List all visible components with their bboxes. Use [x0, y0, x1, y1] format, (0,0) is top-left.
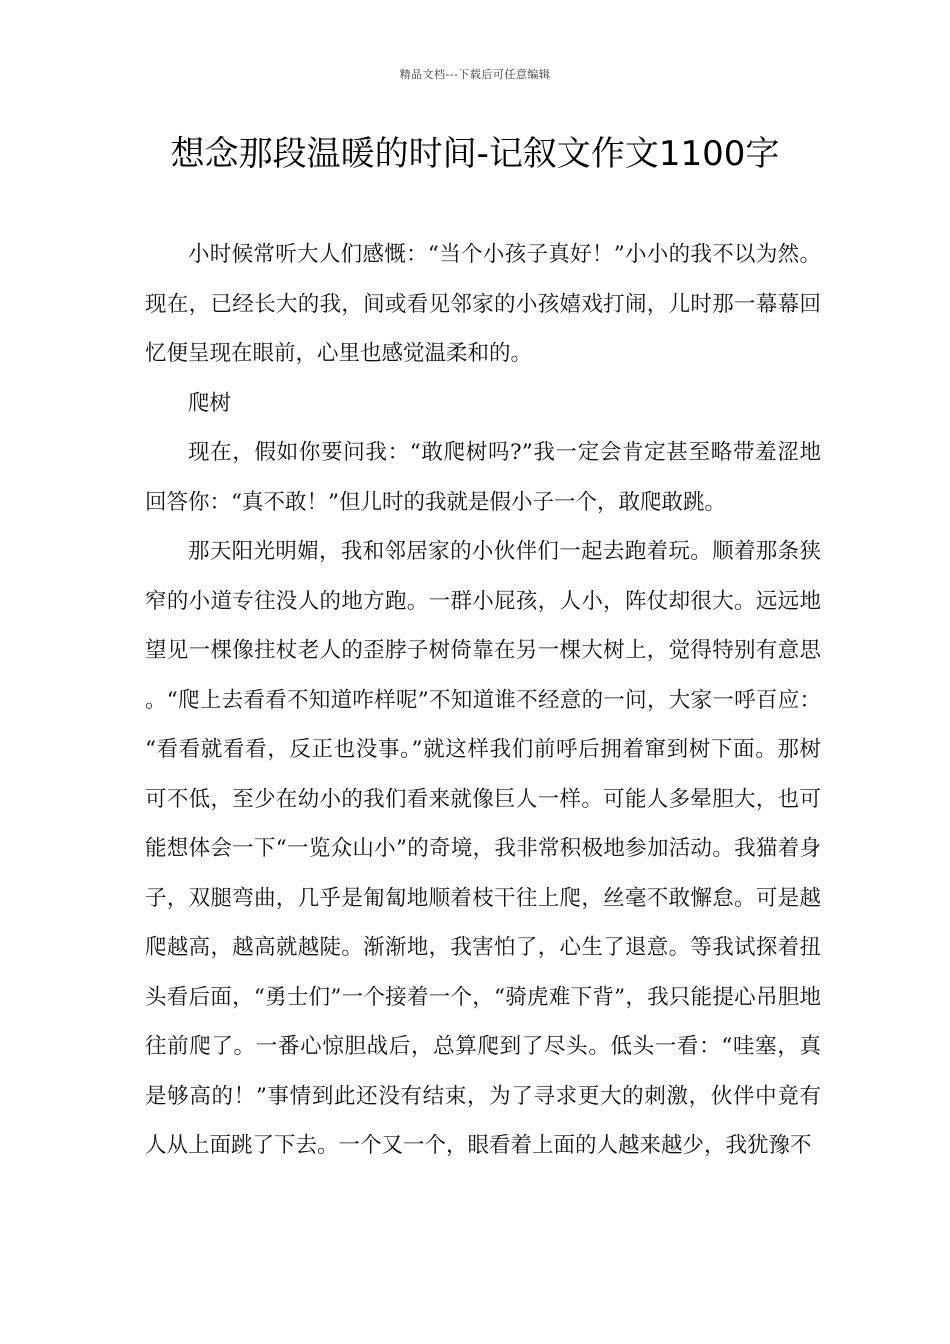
document-body [145, 230, 821, 1171]
document-title: 想念那段温暖的时间-记叙文作文1100字 [170, 134, 780, 174]
paragraph-intro: 小时候常听大人们感慨：“当个小孩子真好！”小小的我不以为然。现在，已经长大的我，间或看见邻家的小孩嬉戏打闹，儿时那一幕幕回忆便呈现在眼前，心里也感觉温柔和的。 [145, 242, 821, 366]
section-heading-climbing: 爬树 [188, 390, 232, 416]
paragraph-story: 那天阳光明媚，我和邻居家的小伙伴们一起去跑着玩。顺着那条狭窄的小道专往没人的地方跑。一群小屁孩，人小，阵仗却很大。远远地望见一棵像拄杖老人的歪脖子树倚靠在另一棵大树上，觉得特别有意思。“爬上去看看不知道咋样呢”不知道谁不经意的一问，大家一呼百应：“看看就看看，反正也没事。”就这样我们前呼后拥着窜到树下面。那树可不低，至少在幼小的我们看来就像巨人一样。可能人多晕胆大，也可能想体会一下“一览众山小”的奇境，我非常积极地参加活动。我猫着身子，双腿弯曲，几乎是匍匐地顺着枝干往上爬，丝毫不敢懈怠。可是越爬越高，越高就越陡。渐渐地，我害怕了，心生了退意。等我试探着扭头看后面，“勇士们”一个接着一个，“骑虎难下背”，我只能提心吊胆地往前爬了。一番心惊胆战后，总算爬到了尽头。低头一看：“哇塞，真是够高的！”事情到此还没有结束，为了寻求更大的刺激，伙伴中竟有人从上面跳了下去。一个又一个，眼看着上面的人越来越少，我犹豫不 [145, 539, 821, 1158]
header-note: 精品文档---下载后可任意编辑 [399, 68, 551, 81]
paragraph-question: 现在，假如你要问我：“敢爬树吗?”我一定会肯定甚至略带羞涩地回答你：“真不敢！”但儿时的我就是假小子一个，敢爬敢跳。 [145, 440, 821, 515]
